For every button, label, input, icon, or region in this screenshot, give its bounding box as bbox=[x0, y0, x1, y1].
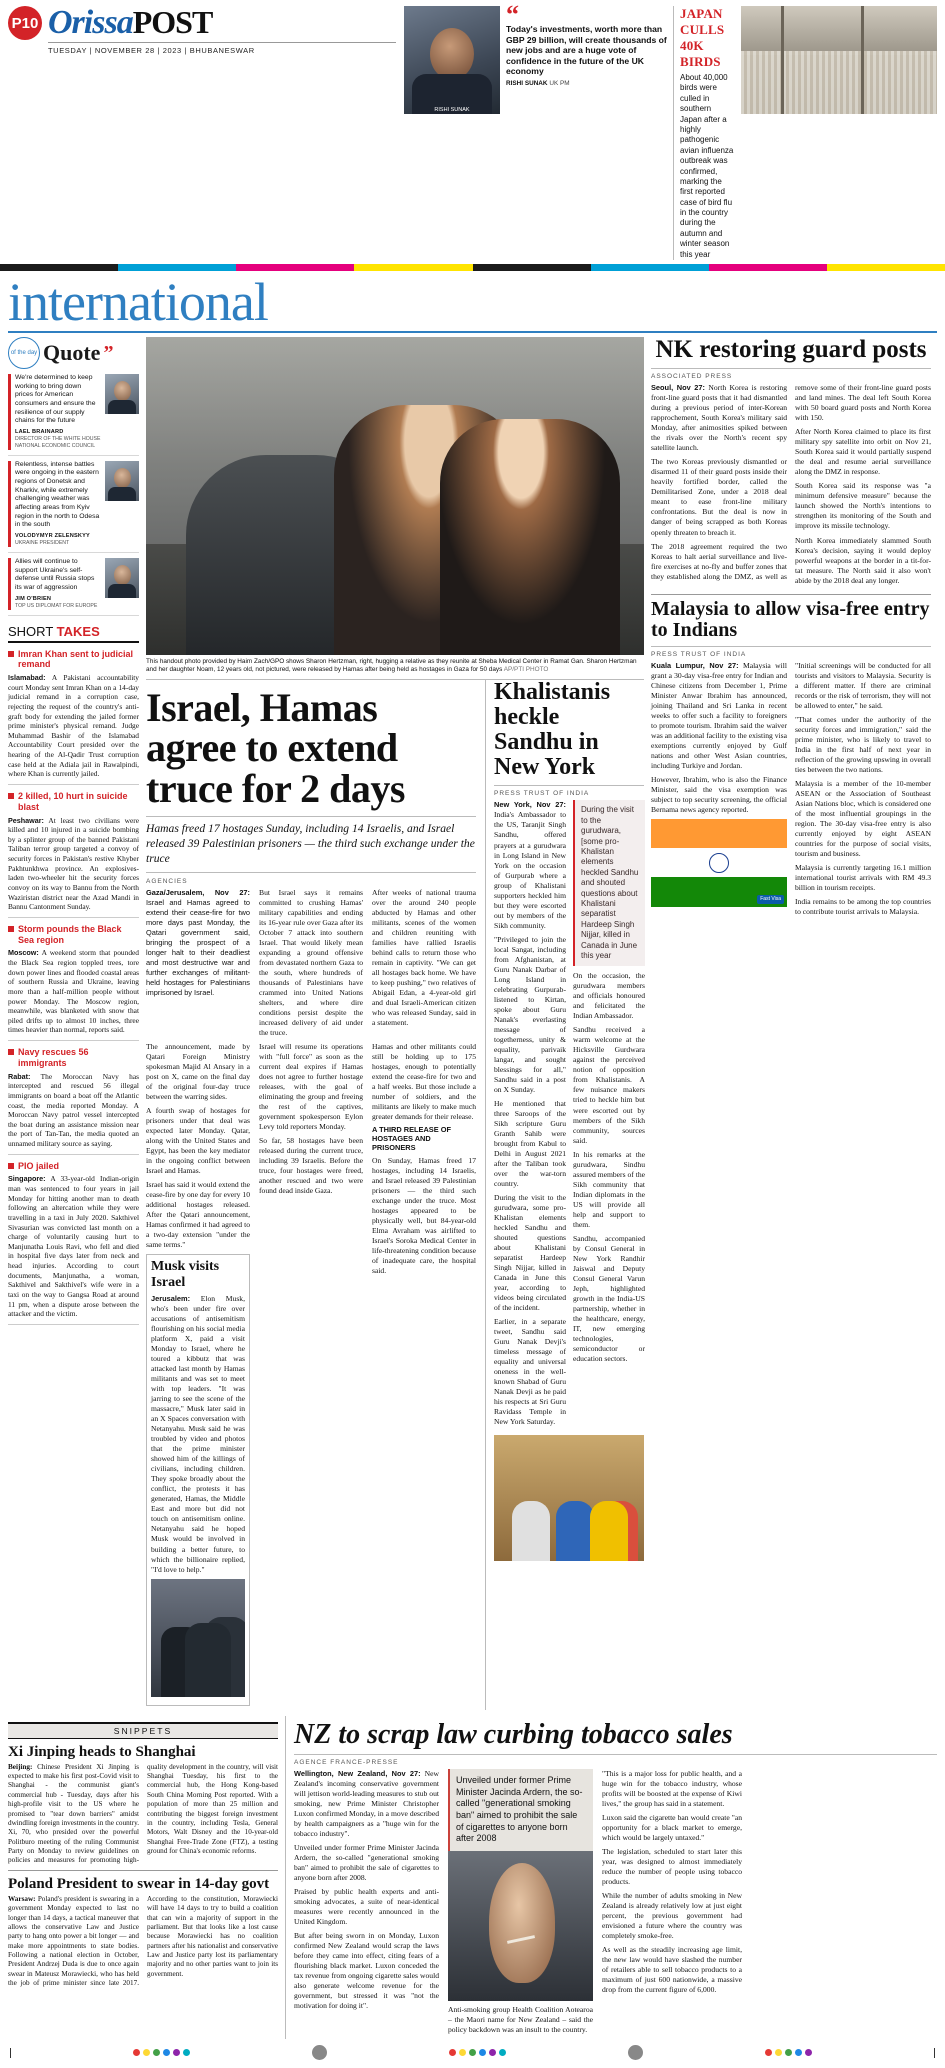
lead-para: Israel has said it would extend the cease-fire by one day for every 10 additional hostages released. After the Qatari announcement, Hamas confirmed it had agreed to a two-day extension "under the same terms." bbox=[146, 1180, 250, 1250]
khalistan-para: "Privileged to join the local Sangat, including from Afghanistan, at Guru Nanak Darbar of Long Island in celebrating Gurpurab- listened to Kirtan, spoke about Guru Nanak's everlasting message of togetherness, unity & equality, parivaik langar, and sought blessings for all," Sandhu said in a post on X Sunday. bbox=[494, 934, 566, 1094]
lead-para: Israel will resume its operations with "full force" as soon as the current deal expires if Hamas does not agree to further hostage releases, with the goal of eliminating the group and freeing the rest of the captives, government spokesperson Eylon Levy told reporters Monday. bbox=[259, 1041, 363, 1131]
left-rail bbox=[8, 337, 139, 1710]
quote-role: UKRAINE PRESIDENT bbox=[15, 540, 70, 547]
short-take-title: Imran Khan sent to judicial remand bbox=[18, 648, 134, 670]
short-take-item bbox=[8, 785, 139, 918]
nk-agency: ASSOCIATED PRESS bbox=[651, 373, 733, 381]
bullet-square-icon bbox=[8, 1163, 14, 1169]
logo-orissa-text: Orissa bbox=[48, 4, 133, 41]
top-strip bbox=[396, 0, 937, 260]
musk-para: Jerusalem: Elon Musk, who's been under fire over accusations of antisemitism flourishing on his social media platform X, paid a visit Monday to Israel, where he toured a kibbutz that was attacked last month by Hamas militants and was set to meet with top leaders. "It was jarring to see the scene of the massacre," Musk later said in an X Spaces conversation with Netanyahu. Musk said he was troubled by video and photos that the prime minister showed him of the killings of civilians, including children. They spoke broadly about the conflict, the protests it has generated, Hamas, the Middle East and more but did not touch on antisemitism online. Netanyahu said he hoped Musk would be involved in building a better future, to which the billionaire replied, "I'd love to help." bbox=[151, 1294, 245, 1574]
nz-para: Unveiled under former Prime Minister Jacinda Ardern, the so-called "generational smoking ban" aimed to prohibit the sale of cigarettes to anyone born after 2008. bbox=[294, 1843, 439, 1883]
malaysia-para: India remains to be among the top countries to contribute tourist arrivals to Malaysia. bbox=[795, 897, 931, 917]
khalistan-para: On the occasion, the gurudwara members and officials honoured and felicitated the Indian Ambassador. bbox=[573, 971, 645, 1021]
lead-subhead: A THIRD RELEASE OF HOSTAGES AND PRISONERS bbox=[372, 1124, 451, 1152]
top-news-text: About 40,000 birds were culled in southern Japan after a highly pathogenic avian influenza outbreak was confirmed, marking the first reported case of bird flu in the country during the autumn and winter season this year bbox=[680, 73, 734, 259]
snippet-item bbox=[8, 1744, 278, 1866]
lead-photo-caption: This handout photo provided by Haim Zach/GPO shows Sharon Hertzman, right, hugging a relative as they reunite at Sheba Medical Center in Ramat Gan. Sharon Hertzman and her daughter Noam, 12 years old, not pictured, were released by Hamas after being held as hostages in Gaza for 50 days AP/PTI PHOTO bbox=[146, 655, 644, 680]
short-take-text: Moscow: A weekend storm that pounded the Black Sea region toppled trees, tore down power lines and flooded coastal areas of southern Russia and Ukraine, leaving more than a half-million people without power Monday. The Moscow region, meanwhile, was blanketed with snow that piled drifts up to almost 10 inches, three times heavier than normal, reports said. bbox=[8, 948, 139, 1035]
khalistan-para: New York, Nov 27: India's Ambassador to the US, Taranjit Singh Sandhu, offered prayers at a gurudwara in Long Island in New York on the occasion of Gurpurab where a group of Khalistani supporters heckled him but they were escorted out by members of the Sikh community. bbox=[494, 800, 566, 930]
lead-para: A fourth swap of hostages for prisoners under that deal was expected later Monday. Qatar, along with the United States and Egypt, has been the key mediator in the ongoing conflict between Israel and Hamas. bbox=[146, 1105, 250, 1175]
quote-text: Allies will continue to support Ukraine's self-defense until Russia stops its war of aggression bbox=[15, 557, 95, 591]
nz-pullquote: Unveiled under former Prime Minister Jacinda Ardern, the so-called "generational smoking ban" aimed to prohibit the sale of cigarettes to anyone born after 2008 bbox=[448, 1769, 593, 1851]
khalistan-pullquote: During the visit to the gurudwara, [some pro-Khalistan elements heckled Sandhu and shouted questions about Khalistani separatist Hardeep Singh Nijjar, killed in Canada in June this year bbox=[573, 800, 645, 966]
nk-para: The 2018 agreement required the two Koreas to halt aerial surveillance and live-fire exercises at no-fly and buffer zones that they established along the DMZ, as well as remove some of their front-line guard posts and land mines. The deal left South Korea with 50 board guard posts and North Korea with 150. bbox=[651, 383, 931, 581]
nz-para: Praised by public health experts and anti-smoking advocates, a suite of near-identical measures were recently announced in the United Kingdom. bbox=[294, 1887, 439, 1927]
ashoka-chakra-icon bbox=[709, 853, 729, 873]
quote-mark-icon: “ bbox=[506, 0, 519, 29]
nk-para: Seoul, Nov 27: North Korea is restoring front-line guard posts that it had dismantled during a previous period of inter-Korean rapprochement, South Korea's military said Monday, after animosities spiked between the rivals over the North's recent spy satellite launch. bbox=[651, 383, 787, 453]
color-dots bbox=[765, 2049, 812, 2056]
lead-headline: Israel, Hamas agree to extend truce for 2 days bbox=[146, 684, 405, 812]
short-take-text: Singapore: A 33-year-old Indian-origin man was sentenced to four years in jail Monday for hitting another man to death following an altercation while they were travelling in a taxi in July 2020. Sakthivel Sivasurian was convicted last month on a charge of voluntarily causing hurt to Manjunatha Louis Ravi, who fell and died in hospital five days later from neck and head injuries. According to court documents, Manjunatha, a woman, Sakthivel and Sakthivel's wife were in a taxi on the way to Gangsa Road at around 11 pm, when a dispute arose between the attacker and the victim. bbox=[8, 1174, 139, 1319]
quote-author: LAEL BRAINARD bbox=[15, 429, 64, 436]
photo-credit: AP/PTI PHOTO bbox=[503, 666, 549, 674]
accent-bar bbox=[8, 461, 11, 547]
lead-para: After weeks of national trauma over the around 240 people abducted by Hamas and other militants, scenes of the women and children reuniting with families have rallied Israelis behind calls to return those who remain in captivity. "We can get all hostages back home. We have to keep pushing," two relatives of Abigail Edan, a 4-year-old girl and dual Israeli-American citizen who was released Sunday, said in a statement. bbox=[372, 887, 476, 1027]
lead-photo bbox=[146, 337, 644, 655]
page-number-badge: P10 bbox=[8, 6, 42, 40]
rishi-sunak-photo bbox=[404, 6, 500, 114]
nk-para: After North Korea claimed to place its first military spy satellite into orbit on Nov 21, South Korea said it would partially suspend the deal and resume aerial surveillance along the DMZ in response. bbox=[795, 427, 931, 477]
nz-agency: AGENCE FRANCE-PRESSE bbox=[294, 1758, 399, 1766]
khalistan-para: Sandhu, accompanied by Consul General in New York Randhir Jaiswal and Deputy Consul General Varun Jeph, highlighted growth in the India-US partnership, whether in the healthcare, energy, IT, new emerging technologies, semiconductor or education sectors. bbox=[573, 1233, 645, 1363]
nz-para: Wellington, New Zealand, Nov 27: New Zealand's incoming conservative government will jettison world-leading measures to stub out smoking, new Prime Minister Christopher Luxon confirmed Monday, in a move described by health campaigners as a "huge win for the tobacco industry". bbox=[294, 1768, 439, 1839]
right-rail bbox=[651, 337, 931, 1710]
nk-para: South Korea said its response was "a minimum defensive measure" because the launch showed the North's intentions to strengthen its monitoring of the South and improve its missile technology. bbox=[795, 481, 931, 531]
top-news-headline: JAPAN CULLS 40K BIRDS bbox=[680, 6, 725, 69]
color-dots bbox=[449, 2049, 506, 2056]
khalistan-para: During the visit to the gurudwara, some pro-Khalistan elements heckled Sandhu and shouted questions about Khalistani separatist Hardeep Singh Nijjar, killed in Canada in June this year, according to videos being circulated of the incident. bbox=[494, 1193, 566, 1313]
musk-photo bbox=[151, 1579, 245, 1697]
khalistan-para: He mentioned that three Saroops of the Sikh scripture Guru Granth Sahib were brought from Kabul to Delhi in August 2021 after the Taliban took over the war-torn country. bbox=[494, 1098, 566, 1189]
bullet-square-icon bbox=[8, 1049, 14, 1055]
list-item bbox=[8, 456, 139, 553]
nz-para: As well as the steadily increasing age limit, the new law would have slashed the number of retailers able to sell tobacco products to a maximum of just 600 nationwide, a massive drop from the current figure of 6,000. bbox=[602, 1945, 742, 1995]
logo-post-text: POST bbox=[132, 4, 213, 40]
malaysia-para: However, Ibrahim, who is also the Finance Minister, said the visa exemption was subject to top security screening, the official Bernama news agency reported. bbox=[651, 775, 787, 815]
nk-body bbox=[651, 383, 931, 585]
lead-para: The announcement, made by Qatari Foreign Ministry spokesman Majid Al Ansary in a post on X, came on the final day of the original four-day truce between the warring sides. bbox=[146, 1041, 250, 1101]
list-item bbox=[8, 553, 139, 616]
lead-deck: Hamas freed 17 hostages Sunday, including 14 Israelis, and Israel released 39 Palestinian prisoners — the third such exchange under the truce bbox=[146, 816, 476, 872]
bullet-square-icon bbox=[8, 926, 14, 932]
khalistan-agency: PRESS TRUST OF INDIA bbox=[494, 790, 590, 798]
list-item bbox=[8, 369, 139, 456]
newspaper-logo bbox=[48, 6, 396, 55]
lead-para: But Israel says it remains committed to crushing Hamas' military capabilities and ending its 16-year rule over Gaza after its October 7 attack into southern Israel. That would likely mean expanding a ground offensive from devastated northern Gaza to the south, where hundreds of thousands of Palestinians have crammed into United Nations shelters, and where dire conditions persist despite the increased delivery of aid under the truce. bbox=[259, 887, 363, 1037]
snippet-title: Xi Jinping heads to Shanghai bbox=[8, 1743, 196, 1760]
malaysia-para: "That comes under the authority of the security forces and immigration," said the prime minister, who is likely to travel to India in the first half of next year in reflection of the growing upswing in overall ties between the two nations. bbox=[795, 715, 931, 775]
bird-cull-photo bbox=[741, 6, 937, 114]
snippets-header: SNIPPETS bbox=[8, 1722, 278, 1739]
registration-marks bbox=[0, 2039, 945, 2068]
malaysia-para: Malaysia is a member of the 10-member ASEAN or the Association of Southeast Asian Nations bloc, which is considered one of the most influential groupings in the region. The 30-day visa-free entry is also currently enjoyed by eight ASEAN countries for the purpose of social visits, tourism and business. bbox=[795, 779, 931, 859]
color-registration-bar bbox=[0, 264, 945, 271]
quote-author: JIM O'BRIEN bbox=[15, 595, 52, 602]
malaysia-para: Kuala Lumpur, Nov 27: Malaysia will grant a 30-day visa-free entry for Indian and Chinese citizens from December 1, Prime Minister Anwar Ibrahim has announced, joining Thailand and Sri Lanka in recent weeks to offer such a facility to foreigners to promote tourism. Ibrahim said the waiver was an additional facility to the existing visa exemptions currently enjoyed by Gulf nations and other West Asian countries, including Turkiye and Jordan. bbox=[651, 660, 787, 771]
short-take-text: Rabat: The Moroccan Navy has intercepted and rescued 56 illegal immigrants on board a boat off the Atlantic coast, the media reported Monday. A Moroccan Navy patrol vessel intercepted the boat during an assistance mission near the port of Tan-Tan, the media quoted an unnamed military source as saying. bbox=[8, 1071, 139, 1148]
center-well bbox=[146, 337, 644, 1710]
quote-of-the-day-badge: of the day bbox=[8, 337, 40, 369]
nz-para: But after being sworn in on Monday, Luxon confirmed New Zealand would scrap the laws before they came into effect, citing fears of a flourishing black market. Luxon conceded the tax revenue from ongoing cigarette sales would also generate welcome revenue for the government, but stressed it was "not the motivation for doing it". bbox=[294, 1931, 439, 2011]
musk-sidebar bbox=[146, 1254, 250, 1705]
khalistan-headline: Khalistanis heckle Sandhu in New York bbox=[494, 678, 611, 781]
lead-para: On Sunday, Hamas freed 17 hostages, including 14 Israelis, and Israel released 39 Palestinian prisoners — the third such exchange under the truce. Most hostages appeared to be physically well, but 84-year-old Elma Avraham was airlifted to Israel's Soroka Medical Center in life-threatening condition because of inadequate care, the hospital said. bbox=[372, 1155, 476, 1275]
bullet-square-icon bbox=[8, 651, 14, 657]
quote-role: TOP US DIPLOMAT FOR EUROPE bbox=[15, 602, 98, 609]
short-take-text: Islamabad: A Pakistani accountability court Monday sent Imran Khan on a 14-day judicial remand in a corruption case, rejecting the request of the country's anti-graft body for extending the jailed former prime minister's physical remand. Judge Muhammad Bashir of the Islamabad Accountability Court presided over the hearing of the Al-Qadir Trust corruption case held at the Adiala jail in Rawalpindi, where Khan is currently jailed. bbox=[8, 673, 139, 779]
lead-para: So far, 58 hostages have been released during the current truce, including 39 Israelis. Before the truce, four hostages were freed, another rescued and two were found dead inside Gaza. bbox=[259, 1135, 363, 1196]
smoking-photo bbox=[448, 1851, 593, 2001]
color-dots bbox=[133, 2049, 190, 2056]
top-quote-author: RISHI SUNAK bbox=[506, 79, 548, 87]
avatar bbox=[105, 374, 139, 414]
top-quote-role: UK PM bbox=[549, 79, 570, 87]
quote-mark-icon: ” bbox=[103, 342, 114, 365]
short-take-title: Navy rescues 56 immigrants bbox=[18, 1047, 89, 1068]
photo-caption: RISHI SUNAK bbox=[434, 107, 470, 113]
short-take-item bbox=[8, 1041, 139, 1155]
grey-registration-dot bbox=[312, 2045, 327, 2060]
avatar bbox=[105, 461, 139, 501]
dateline: TUESDAY | NOVEMBER 28 | 2023 | BHUBANESWAR bbox=[48, 46, 255, 55]
crop-tick bbox=[10, 2048, 11, 2058]
short-takes-header bbox=[8, 624, 139, 643]
lead-agency: AGENCIES bbox=[146, 877, 188, 885]
avatar bbox=[105, 558, 139, 598]
top-quote-text: Today's investments, worth more than GBP 29 billion, will create thousands of new jobs and are a huge vote of confidence in the future of the UK economy bbox=[506, 24, 667, 77]
section-title: international bbox=[8, 272, 268, 333]
nz-block bbox=[285, 1716, 937, 2040]
short-take-item bbox=[8, 918, 139, 1041]
snippet-title: Poland President to swear in 14-day govt bbox=[8, 1875, 270, 1892]
india-flag-image bbox=[651, 819, 787, 907]
musk-headline: Musk visits Israel bbox=[151, 1259, 220, 1291]
malaysia-headline: Malaysia to allow visa-free entry to Indians bbox=[651, 597, 930, 641]
top-news-block bbox=[680, 6, 735, 260]
khalistan-para: Sandhu received a warm welcome at the Hicksville Gurdwara against the perceived notion of opposition from Khalistanis. A few nuisance makers tried to heckle him but were escorted out by members of the Sikh community, sources said. bbox=[573, 1025, 645, 1145]
short-take-title: Storm pounds the Black Sea region bbox=[18, 923, 122, 945]
quote-author: VOLODYMYR ZELENSKYY bbox=[15, 533, 90, 540]
main-grid bbox=[0, 337, 945, 1710]
lead-para: Hamas and other militants could still be holding up to 175 hostages, enough to potentially extend the cease-fire for two and a half weeks. But those include a number of soldiers, and the militants are likely to make much greater demands for their release. bbox=[372, 1041, 476, 1121]
nz-headline: NZ to scrap law curbing tobacco sales bbox=[294, 1718, 733, 1750]
gurdwara-photo bbox=[494, 1435, 644, 1561]
malaysia-agency: PRESS TRUST OF INDIA bbox=[651, 650, 747, 658]
quote-role: DIRECTOR OF THE WHITE HOUSE NATIONAL ECONOMIC COUNCIL bbox=[15, 436, 101, 449]
short-takes-label-bold: TAKES bbox=[56, 623, 100, 639]
fast-visa-badge: Fast Visa bbox=[757, 895, 784, 905]
nz-para: Luxon said the cigarette ban would create "an opportunity for a black market to emerge, which would be largely untaxed." bbox=[602, 1813, 742, 1843]
accent-bar bbox=[8, 558, 11, 610]
crop-tick bbox=[934, 2048, 935, 2058]
grey-registration-dot bbox=[628, 2045, 643, 2060]
snippet-text: Beijing: Chinese President Xi Jinping is expected to make his first post-Covid visit to Shanghai - the communist giant's commercial hub - Tuesday, days after his high-profile visit to the US where he promised to "tear down barriers" amidst dwindling foreign investments in the country. Xi, 70, who presided over the powerful Politburo meeting of the ruling Communist Party on Monday to review guidelines on policies and measures for promoting high-quality development in the country, will visit Shanghai Tuesday, his first to the commercial hub, the Hong Kong-based South China Morning Post reported. With a population of more than 25 million and contributing the biggest foreign investment in the country, including Tesla, General Motors, Walt Disney and the 10-year-old Shanghai Free-Trade Zone (FTZ), a testing ground for China's economic reforms. bbox=[8, 1762, 278, 1865]
malaysia-body bbox=[651, 661, 931, 917]
masthead bbox=[0, 0, 945, 260]
nz-para: "This is a major loss for public health, and a huge win for the tobacco industry, whose profits will be boosted at the expense of Kiwi lives," the group has said in a statement. bbox=[602, 1768, 742, 1808]
short-take-item bbox=[8, 643, 139, 785]
bullet-square-icon bbox=[8, 793, 14, 799]
malaysia-para: "Initial screenings will be conducted for all tourists and visitors to Malaysia. Security is a different matter. If there are criminal records or the risk of terrorism, they will not be allowed to enter," he said. bbox=[795, 660, 931, 711]
short-take-text: Peshawar: At least two civilians were killed and 10 injured in a suicide bombing by a splinter group of the banned Pakistani Taliban terror group targeted a convoy of security forces in Pakistan's restive Khyber Pakhtunkhwa province. An explosives-laden two-wheeler hit the security forces convoy on its way to Bannu from the North Waziristan district near the Azad Mandi in Bannu Cantonment Sunday. bbox=[8, 815, 139, 912]
malaysia-para: Malaysia is currently targeting 16.1 million international tourist arrivals with RM 49.3 billion in tourism receipts. bbox=[795, 863, 931, 893]
short-takes-label-light: SHORT bbox=[8, 623, 54, 639]
khalistan-para: In his remarks at the gurudwara, Sindhu assured members of the Sikh community that Indian diplomats in the US will provide all help and support to them. bbox=[573, 1149, 645, 1229]
quote-of-the-day-header bbox=[8, 337, 139, 369]
quote-text: Relentless, intense battles were ongoing in the eastern regions of Donetsk and Kharkiv, while extremely challenging weather was affecting areas from Kyiv region in the north to Odesa in the south bbox=[15, 460, 100, 529]
quote-of-the-day-title: Quote bbox=[43, 340, 101, 366]
short-take-item bbox=[8, 1155, 139, 1325]
lead-para: Gaza/Jerusalem, Nov 27: Israel and Hamas agreed to extend their cease-fire for two more days past Monday, the Qatari government said, bringing the prospect of a longer halt to their deadliest and most destructive war and further exchanges of militant-held hostages for Palestinians imprisoned by Israel. bbox=[146, 887, 250, 997]
nz-para: Anti-smoking group Health Coalition Aotearoa – the Maori name for New Zealand – said the policy backdown was an insult to the country. bbox=[448, 2005, 593, 2035]
short-take-title: 2 killed, 10 hurt in suicide blast bbox=[18, 790, 128, 812]
snippet-item bbox=[8, 1876, 278, 1989]
nz-para: The legislation, scheduled to start later this year, was designed to almost immediately reduce the number of people using tobacco products. bbox=[602, 1847, 742, 1887]
snippet-text: Warsaw: Poland's president is swearing in a government Monday expected to last no longer than 14 days, a tactical maneuver that allows the conservative Law and Justice party to hang onto power a bit longer — and make more appointments to state bodies. Following a national election in October, President Andrzej Duda is due to once again swear in Mateusz Morawiecki, who has held the job of prime minister since late 2017. According to the constitution, Morawiecki will have 14 days to try to build a coalition that can win a majority of support in the parliament. But that looks like a lost cause because Morawiecki has no coalition partners after his nationalist and conservative Law and Justice party lost its parliamentary majority and no other parties want to join its government. bbox=[8, 1894, 278, 1988]
accent-bar bbox=[8, 374, 11, 450]
short-take-title: PIO jailed bbox=[18, 1160, 60, 1171]
nk-para: North Korea immediately slammed South Korea's decision, saying it would deploy powerful weapons at the border in a tit-for-tat measure. The North said it also won't abide by the 2018 deal any longer. bbox=[795, 535, 931, 585]
nk-headline: NK restoring guard posts bbox=[655, 336, 927, 364]
bottom-band bbox=[0, 1716, 945, 2040]
top-quote-block bbox=[506, 0, 674, 260]
quote-text: We're determined to keep working to bring down prices for American consumers and ensure the resilience of our supply chains for the future bbox=[15, 374, 96, 425]
snippets-block bbox=[8, 1716, 278, 2040]
khalistan-para: Earlier, in a separate tweet, Sandhu said Guru Nanak Devji's timeless message of equality and universal oneness in the well-known Shabad of Guru Nanak Devji as he paid his respects at Sri Guru Ravidass Temple in New York Saturday. bbox=[494, 1317, 566, 1427]
nk-para: The two Koreas previously dismantled or disarmed 11 of their guard posts inside their heavily fortified border, called the Demilitarised Zone, under a 2018 deal meant to ease front-line military confrontations. But the deal is now in danger of being scrapped as both Koreas openly threaten to breach it. bbox=[651, 457, 787, 537]
nz-para: While the number of adults smoking in New Zealand is already relatively low at just eight percent, the previous government had envisioned a future where the country was completely smoke-free. bbox=[602, 1891, 742, 1941]
